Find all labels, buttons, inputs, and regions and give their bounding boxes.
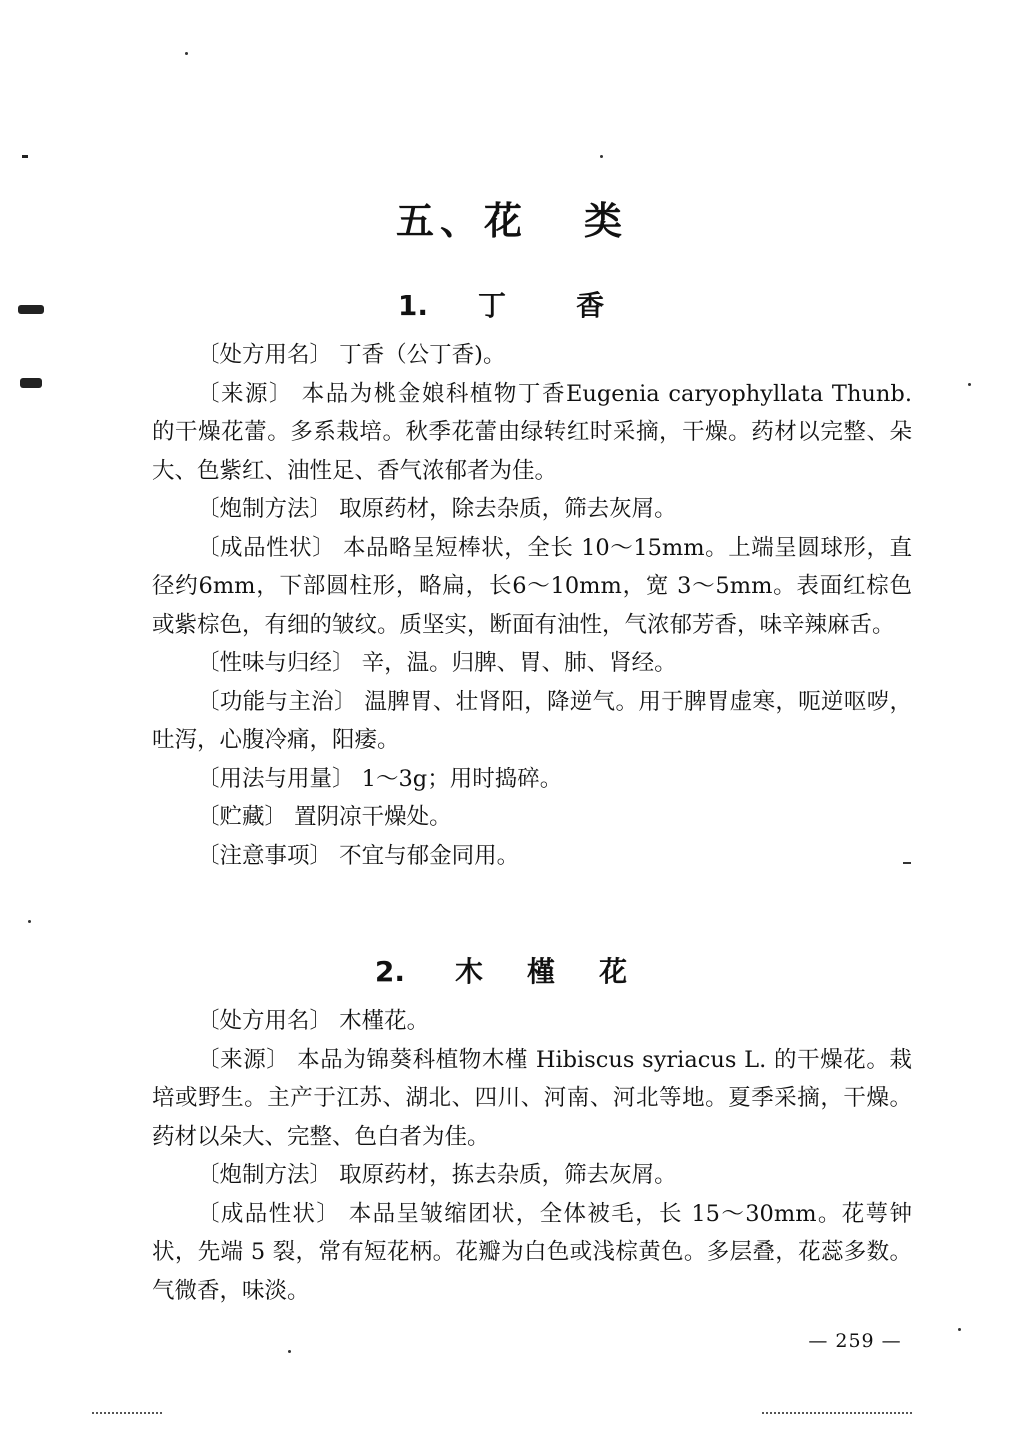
scan-speck: [20, 378, 42, 388]
paragraph-text: 本品为锦葵科植物木槿 Hibiscus syriacus L. 的干燥花。栽培或野生。主产于江苏、湖北、四川、河南、河北等地。夏季采摘，干燥。药材以朵大、完整、色白者为佳。: [152, 1046, 912, 1150]
paragraph-label: 〔炮制方法〕: [197, 1162, 333, 1188]
paragraph-label: 〔用法与用量〕: [197, 765, 355, 792]
paragraph-label: 〔功能与主治〕: [197, 688, 357, 715]
paragraph-source: [152, 375, 912, 491]
section-name-char: 花: [599, 955, 628, 988]
scan-speck: [600, 155, 603, 158]
paragraph-processing-method: [152, 490, 912, 529]
paragraph-text: 1～3g；用时捣碎。: [361, 765, 563, 792]
paragraph-source: [152, 1041, 912, 1157]
paragraph-label: 〔成品性状〕: [197, 534, 336, 561]
paragraph-prescription-name: [152, 336, 912, 375]
section-name-char: 丁: [478, 289, 507, 322]
section-body-dingxiang: [152, 336, 912, 875]
paragraph-text: 丁香（公丁香)。: [339, 342, 506, 368]
paragraph-label: 〔来源〕: [197, 380, 294, 407]
paragraph-label: 〔炮制方法〕: [197, 496, 333, 522]
paragraph-text: 本品呈皱缩团状，全体被毛，长 15～30mm。花萼钟状，先端 5 裂，常有短花柄。花瓣为白色或浅棕黄色。多层叠，花蕊多数。气微香，味淡。: [152, 1200, 912, 1304]
paragraph-label: 〔处方用名〕: [197, 1008, 333, 1034]
paragraph-text: 本品略呈短棒状，全长 10～15mm。上端呈圆球形，直径约6mm，下部圆柱形，略扁，长6～10mm，宽 3～5mm。表面红棕色或紫棕色，有细的皱纹。质坚实，断面有油性，气浓郁芳香，味辛辣麻舌。: [152, 534, 912, 638]
section-number: 2.: [374, 955, 406, 988]
paragraph-processing-method: [152, 1156, 912, 1195]
paragraph-precautions: [152, 837, 912, 876]
section-name-char: 槿: [527, 955, 556, 988]
scan-speck: [185, 52, 188, 55]
scan-speck: [958, 1328, 961, 1331]
section-title-dingxiang: [0, 284, 1024, 324]
paragraph-product-characteristics: [152, 529, 912, 645]
paragraph-product-characteristics: [152, 1195, 912, 1311]
paragraph-label: 〔注意事项〕: [197, 842, 333, 869]
paragraph-usage-dosage: [152, 760, 912, 799]
section-body-mujinhua: [152, 1002, 912, 1310]
scan-speck: [903, 862, 911, 864]
section-name-char: 木: [455, 955, 484, 988]
scan-dotted-line: [92, 1412, 162, 1416]
scan-speck: [18, 305, 44, 314]
chapter-title-part1: 五、花: [395, 199, 528, 243]
paragraph-text: 取原药材，拣去杂质，筛去灰屑。: [339, 1162, 677, 1188]
paragraph-nature-meridian: [152, 644, 912, 683]
scan-speck: [288, 1350, 291, 1353]
scan-speck: [28, 920, 31, 923]
paragraph-text: 木槿花。: [339, 1008, 430, 1034]
paragraph-text: 辛，温。归脾、胃、肺、肾经。: [361, 650, 677, 676]
paragraph-label: 〔来源〕: [197, 1046, 290, 1073]
section-number: 1.: [397, 289, 429, 322]
chapter-title-part2: 类: [584, 199, 629, 243]
scan-speck: [22, 155, 28, 158]
paragraph-text: 温脾胃、壮肾阳，降逆气。用于脾胃虚寒，呃逆呕哕，吐泻，心腹冷痛，阳痿。: [152, 688, 912, 753]
paragraph-text: 置阴凉干燥处。: [294, 804, 452, 830]
section-name-char: 香: [576, 289, 605, 322]
paragraph-storage: [152, 798, 912, 837]
scan-dotted-line: [762, 1412, 912, 1416]
paragraph-label: 〔贮藏〕: [197, 804, 288, 830]
paragraph-text: 不宜与郁金同用。: [339, 842, 520, 869]
paragraph-label: 〔性味与归经〕: [197, 650, 355, 676]
paragraph-label: 〔成品性状〕: [197, 1200, 341, 1227]
paragraph-label: 〔处方用名〕: [197, 342, 333, 368]
scan-speck: [968, 383, 971, 386]
paragraph-functions-indications: [152, 683, 912, 760]
paragraph-text: 取原药材，除去杂质，筛去灰屑。: [339, 496, 677, 522]
paragraph-text: 本品为桃金娘科植物丁香Eugenia caryophyllata Thunb. 的干燥花蕾。多系栽培。秋季花蕾由绿转红时采摘，干燥。药材以完整、朵大、色紫红、油性足、香气浓郁者为佳。: [152, 380, 912, 484]
page-number: — 259 —: [808, 1330, 902, 1352]
section-title-mujinhua: [0, 950, 1024, 990]
paragraph-prescription-name: [152, 1002, 912, 1041]
chapter-title: [0, 190, 1024, 245]
